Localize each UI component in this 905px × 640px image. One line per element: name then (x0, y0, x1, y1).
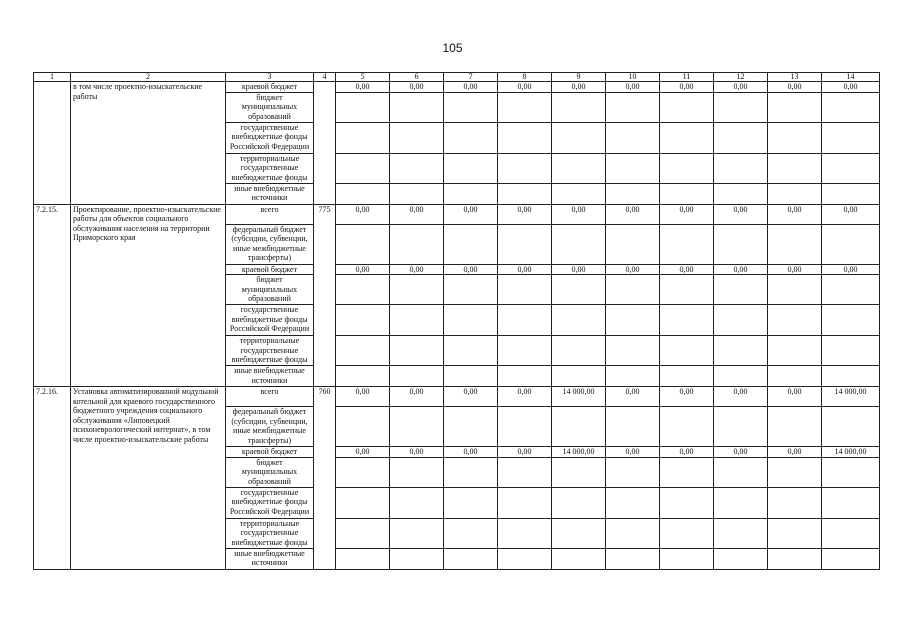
code-cell (314, 82, 336, 205)
value-cell (336, 183, 390, 204)
value-cell (606, 407, 660, 447)
value-cell (768, 487, 822, 518)
value-cell (714, 487, 768, 518)
value-cell (768, 407, 822, 447)
value-cell (498, 122, 552, 153)
value-cell: 0,00 (660, 264, 714, 275)
value-cell (714, 224, 768, 264)
value-cell: 0,00 (498, 387, 552, 407)
value-cell (606, 548, 660, 569)
value-cell: 0,00 (822, 82, 880, 93)
funding-source-cell: государственные внебюджетные фонды Российской Федерации (226, 305, 314, 336)
value-cell: 0,00 (390, 447, 444, 458)
value-cell (822, 275, 880, 305)
value-cell (552, 518, 606, 548)
value-cell (660, 183, 714, 204)
funding-source-cell: бюджет муниципальных образований (226, 275, 314, 305)
column-header-cell: 12 (714, 73, 768, 82)
value-cell (660, 122, 714, 153)
value-cell: 0,00 (390, 82, 444, 93)
value-cell (768, 305, 822, 336)
value-cell (336, 305, 390, 336)
funding-source-cell: бюджет муниципальных образований (226, 92, 314, 122)
value-cell (660, 336, 714, 366)
value-cell (444, 457, 498, 487)
value-cell (336, 224, 390, 264)
value-cell (498, 153, 552, 183)
funding-source-cell: иные внебюджетные источники (226, 366, 314, 387)
value-cell: 0,00 (714, 204, 768, 224)
value-cell: 0,00 (606, 387, 660, 407)
funding-source-cell: государственные внебюджетные фонды Российской Федерации (226, 487, 314, 518)
value-cell (336, 275, 390, 305)
value-cell (390, 92, 444, 122)
funding-source-cell: иные внебюджетные источники (226, 548, 314, 569)
value-cell (390, 487, 444, 518)
value-cell (444, 548, 498, 569)
value-cell (498, 518, 552, 548)
value-cell (336, 548, 390, 569)
value-cell (390, 548, 444, 569)
value-cell: 0,00 (606, 264, 660, 275)
value-cell (660, 366, 714, 387)
value-cell (714, 366, 768, 387)
value-cell (498, 183, 552, 204)
value-cell (606, 153, 660, 183)
value-cell (714, 153, 768, 183)
value-cell (336, 153, 390, 183)
value-cell: 14 000,00 (552, 387, 606, 407)
value-cell: 0,00 (606, 447, 660, 458)
value-cell (822, 224, 880, 264)
column-header-cell: 4 (314, 73, 336, 82)
value-cell (552, 183, 606, 204)
item-number-cell: 7.2.16. (34, 387, 71, 570)
value-cell (444, 336, 498, 366)
budget-table (33, 72, 880, 570)
value-cell: 0,00 (336, 264, 390, 275)
value-cell (444, 224, 498, 264)
column-header-cell: 3 (226, 73, 314, 82)
column-header-cell: 2 (71, 73, 226, 82)
value-cell (714, 275, 768, 305)
value-cell (660, 518, 714, 548)
value-cell (498, 457, 552, 487)
value-cell (660, 548, 714, 569)
value-cell: 0,00 (660, 447, 714, 458)
value-cell (552, 275, 606, 305)
value-cell (768, 366, 822, 387)
value-cell: 0,00 (768, 264, 822, 275)
value-cell: 0,00 (660, 82, 714, 93)
value-cell: 0,00 (768, 387, 822, 407)
value-cell (768, 153, 822, 183)
value-cell (714, 548, 768, 569)
value-cell (444, 407, 498, 447)
value-cell (822, 487, 880, 518)
table-row (34, 82, 880, 93)
value-cell (768, 92, 822, 122)
value-cell (822, 153, 880, 183)
value-cell: 0,00 (336, 447, 390, 458)
value-cell: 0,00 (390, 204, 444, 224)
value-cell: 0,00 (552, 204, 606, 224)
value-cell (336, 336, 390, 366)
value-cell: 0,00 (822, 204, 880, 224)
table-row (34, 387, 880, 407)
value-cell (336, 122, 390, 153)
value-cell: 14 000,00 (822, 447, 880, 458)
value-cell (606, 183, 660, 204)
item-name-cell: в том числе проектно-изыскательские работы (71, 82, 226, 205)
value-cell (498, 487, 552, 518)
value-cell (714, 336, 768, 366)
value-cell (660, 224, 714, 264)
value-cell: 14 000,00 (822, 387, 880, 407)
value-cell: 0,00 (498, 204, 552, 224)
code-cell: 760 (314, 387, 336, 570)
value-cell (390, 407, 444, 447)
value-cell (336, 487, 390, 518)
value-cell: 0,00 (768, 82, 822, 93)
value-cell (390, 275, 444, 305)
value-cell (768, 548, 822, 569)
value-cell (768, 224, 822, 264)
value-cell: 0,00 (822, 264, 880, 275)
funding-source-cell: государственные внебюджетные фонды Российской Федерации (226, 122, 314, 153)
value-cell (768, 336, 822, 366)
value-cell (768, 275, 822, 305)
value-cell (552, 487, 606, 518)
value-cell (714, 92, 768, 122)
funding-source-cell: территориальные государственные внебюджетные фонды (226, 336, 314, 366)
value-cell (444, 92, 498, 122)
value-cell: 0,00 (714, 82, 768, 93)
value-cell (552, 224, 606, 264)
value-cell (390, 224, 444, 264)
value-cell (822, 92, 880, 122)
funding-source-cell: всего (226, 204, 314, 224)
value-cell (390, 457, 444, 487)
column-header-cell: 9 (552, 73, 606, 82)
value-cell (714, 122, 768, 153)
column-header-cell: 5 (336, 73, 390, 82)
value-cell: 0,00 (444, 447, 498, 458)
value-cell (714, 457, 768, 487)
column-header-cell: 14 (822, 73, 880, 82)
header-row (34, 73, 880, 82)
column-header-cell: 1 (34, 73, 71, 82)
value-cell (444, 122, 498, 153)
value-cell: 0,00 (552, 82, 606, 93)
item-number-cell: 7.2.15. (34, 204, 71, 387)
funding-source-cell: всего (226, 387, 314, 407)
value-cell (552, 457, 606, 487)
value-cell (606, 487, 660, 518)
value-cell (390, 336, 444, 366)
value-cell: 0,00 (606, 82, 660, 93)
value-cell: 0,00 (498, 264, 552, 275)
funding-source-cell: территориальные государственные внебюджетные фонды (226, 518, 314, 548)
value-cell (444, 518, 498, 548)
value-cell (606, 305, 660, 336)
value-cell (444, 275, 498, 305)
value-cell (768, 518, 822, 548)
value-cell (822, 548, 880, 569)
column-header-cell: 8 (498, 73, 552, 82)
value-cell: 0,00 (768, 204, 822, 224)
value-cell: 0,00 (660, 204, 714, 224)
value-cell (336, 518, 390, 548)
value-cell (444, 305, 498, 336)
value-cell (822, 122, 880, 153)
value-cell: 14 000,00 (552, 447, 606, 458)
value-cell (714, 518, 768, 548)
value-cell (552, 548, 606, 569)
value-cell: 0,00 (336, 204, 390, 224)
value-cell (606, 336, 660, 366)
funding-source-cell: краевой бюджет (226, 264, 314, 275)
funding-source-cell: краевой бюджет (226, 82, 314, 93)
value-cell (606, 457, 660, 487)
page-number: 105 (442, 41, 463, 55)
value-cell (660, 457, 714, 487)
value-cell (714, 183, 768, 204)
value-cell (768, 183, 822, 204)
value-cell (660, 407, 714, 447)
table-row (34, 204, 880, 224)
value-cell (660, 153, 714, 183)
value-cell (606, 518, 660, 548)
value-cell: 0,00 (714, 264, 768, 275)
value-cell: 0,00 (714, 447, 768, 458)
value-cell: 0,00 (444, 264, 498, 275)
value-cell (552, 92, 606, 122)
value-cell: 0,00 (768, 447, 822, 458)
value-cell (498, 224, 552, 264)
value-cell (552, 366, 606, 387)
value-cell: 0,00 (498, 82, 552, 93)
value-cell: 0,00 (714, 387, 768, 407)
value-cell (822, 457, 880, 487)
value-cell (444, 487, 498, 518)
value-cell (822, 407, 880, 447)
column-header-cell: 7 (444, 73, 498, 82)
item-number-cell (34, 82, 71, 205)
value-cell (660, 92, 714, 122)
value-cell (822, 183, 880, 204)
value-cell (552, 407, 606, 447)
value-cell (498, 366, 552, 387)
funding-source-cell: иные внебюджетные источники (226, 183, 314, 204)
column-header-cell: 11 (660, 73, 714, 82)
value-cell (498, 336, 552, 366)
value-cell: 0,00 (498, 447, 552, 458)
value-cell: 0,00 (606, 204, 660, 224)
value-cell (336, 366, 390, 387)
value-cell (822, 305, 880, 336)
funding-source-cell: федеральный бюджет (субсидии, субвенции, иные межбюджетные трансферты) (226, 224, 314, 264)
value-cell: 0,00 (444, 204, 498, 224)
value-cell: 0,00 (336, 82, 390, 93)
value-cell (606, 92, 660, 122)
code-cell: 775 (314, 204, 336, 387)
value-cell: 0,00 (660, 387, 714, 407)
value-cell (336, 92, 390, 122)
value-cell (336, 407, 390, 447)
value-cell (390, 366, 444, 387)
value-cell (498, 92, 552, 122)
column-header-cell: 10 (606, 73, 660, 82)
value-cell: 0,00 (390, 387, 444, 407)
value-cell: 0,00 (336, 387, 390, 407)
value-cell (498, 275, 552, 305)
value-cell (444, 153, 498, 183)
value-cell (552, 305, 606, 336)
value-cell (822, 366, 880, 387)
funding-source-cell: бюджет муниципальных образований (226, 457, 314, 487)
value-cell (606, 224, 660, 264)
value-cell: 0,00 (444, 387, 498, 407)
value-cell (444, 183, 498, 204)
value-cell (660, 487, 714, 518)
value-cell (660, 275, 714, 305)
item-name-cell: Установка автоматизированной модульной котельной для краевого государственного бюджетного учреждения социального обслуживания «Липовецкий психоневрологический интернат», в том числе проектно-изыскательские работы (71, 387, 226, 570)
value-cell (714, 407, 768, 447)
value-cell: 0,00 (552, 264, 606, 275)
funding-source-cell: краевой бюджет (226, 447, 314, 458)
value-cell (552, 122, 606, 153)
value-cell (498, 305, 552, 336)
value-cell (606, 275, 660, 305)
funding-source-cell: территориальные государственные внебюджетные фонды (226, 153, 314, 183)
value-cell (768, 457, 822, 487)
value-cell (660, 305, 714, 336)
column-header-cell: 6 (390, 73, 444, 82)
value-cell (390, 153, 444, 183)
value-cell (444, 366, 498, 387)
value-cell (606, 122, 660, 153)
value-cell (552, 336, 606, 366)
value-cell (768, 122, 822, 153)
funding-source-cell: федеральный бюджет (субсидии, субвенции, иные межбюджетные трансферты) (226, 407, 314, 447)
value-cell: 0,00 (444, 82, 498, 93)
value-cell (822, 518, 880, 548)
value-cell (390, 518, 444, 548)
value-cell (498, 407, 552, 447)
value-cell (714, 305, 768, 336)
value-cell (606, 366, 660, 387)
value-cell: 0,00 (390, 264, 444, 275)
value-cell (498, 548, 552, 569)
value-cell (390, 305, 444, 336)
value-cell (390, 122, 444, 153)
value-cell (390, 183, 444, 204)
item-name-cell: Проектирование, проектно-изыскательские работы для объектов социального обслуживания населения на территории Приморского края (71, 204, 226, 387)
value-cell (336, 457, 390, 487)
column-header-cell: 13 (768, 73, 822, 82)
value-cell (822, 336, 880, 366)
value-cell (552, 153, 606, 183)
